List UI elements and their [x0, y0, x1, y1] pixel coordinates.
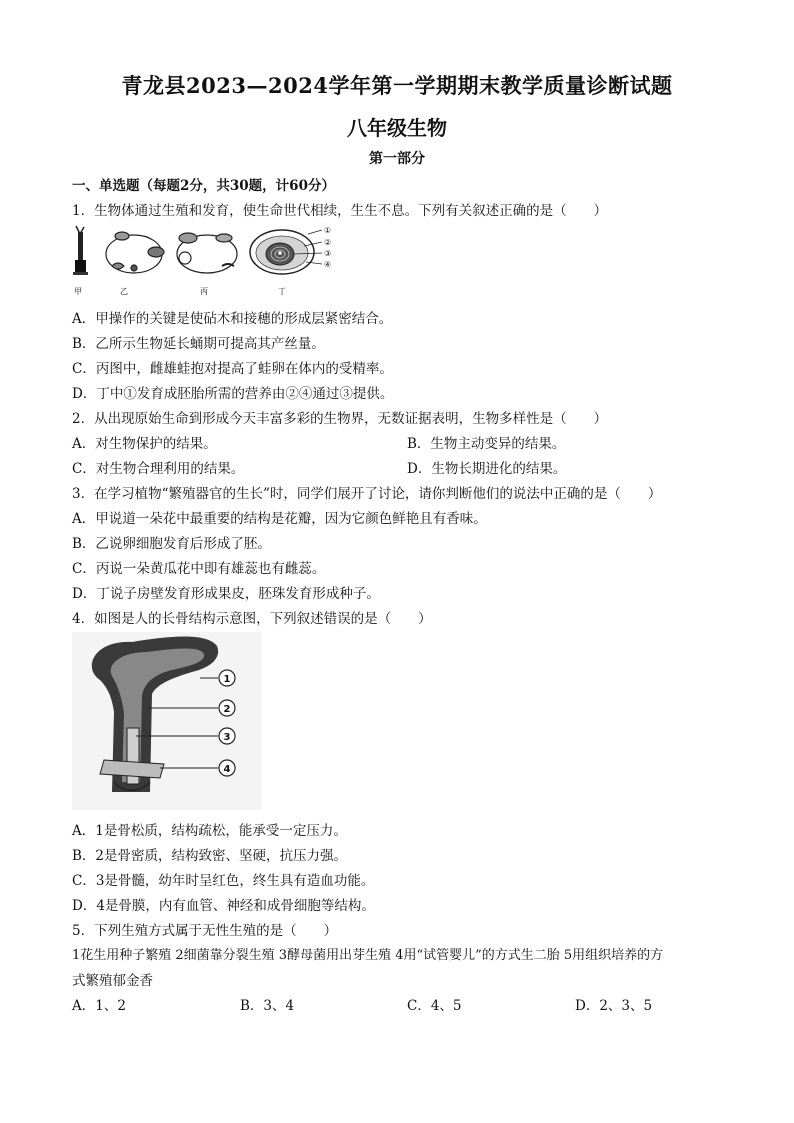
part-label: 第一部分 — [369, 151, 425, 167]
question-2-option-c: C．对生物合理利用的结果。 — [72, 461, 245, 477]
section-heading: 一、单选题（每题2分，共30题，计60分） — [72, 178, 335, 194]
question-1-figure — [72, 222, 342, 300]
egg-label-3: ③ — [324, 249, 332, 258]
long-bone-diagram — [72, 632, 262, 810]
question-1-option-b: B．乙所示生物延长蛹期可提高其产丝量。 — [72, 336, 325, 352]
question-3-option-d: D．丁说子房壁发育形成果皮，胚珠发育形成种子。 — [72, 586, 380, 602]
question-1-option-a: A．甲操作的关键是使砧木和接穗的形成层紧密结合。 — [72, 311, 393, 327]
frog-cycle-illustration — [177, 233, 237, 273]
question-5-option-b: B．3、4 — [240, 998, 295, 1014]
question-5-option-c: C．4、5 — [407, 998, 462, 1014]
bone-label-1: 1 — [223, 674, 231, 685]
bone-label-4: 4 — [223, 764, 231, 775]
question-2-option-a: A．对生物保护的结果。 — [72, 436, 217, 452]
exam-title: 青龙县2023—2024学年第一学期期末教学质量诊断试题 — [121, 73, 673, 98]
exam-subtitle: 八年级生物 — [347, 116, 447, 140]
silkworm-cycle-illustration — [106, 232, 164, 273]
egg-label-2: ② — [324, 238, 332, 247]
question-3-option-b: B．乙说卵细胞发育后形成了胚。 — [72, 536, 271, 552]
figure-label-jia: 甲 — [74, 287, 82, 296]
question-3-stem: 3．在学习植物“繁殖器官的生长”时，同学们展开了讨论，请你判断他们的说法中正确的是（ ） — [72, 486, 662, 502]
figure-label-bing: 丙 — [200, 287, 208, 296]
question-4-option-b: B．2是骨密质，结构致密、坚硬，抗压力强。 — [72, 848, 348, 864]
question-1-stem: 1．生物体通过生殖和发育，使生命世代相续，生生不息。下列有关叙述正确的是（ ） — [72, 203, 608, 219]
question-1-option-c: C．丙图中，雌雄蛙抱对提高了蛙卵在体内的受精率。 — [72, 361, 393, 377]
bone-label-3: 3 — [223, 732, 231, 743]
question-4-option-a: A．1是骨松质，结构疏松，能承受一定压力。 — [72, 823, 347, 839]
question-3-option-a: A．甲说道一朵花中最重要的结构是花瓣，因为它颜色鲜艳且有香味。 — [72, 511, 487, 527]
figure-label-ding: 丁 — [278, 287, 286, 296]
question-5-body-line-2: 式繁殖郁金香 — [72, 973, 153, 989]
bone-label-2: 2 — [223, 704, 231, 715]
question-5-option-d: D．2、3、5 — [575, 998, 653, 1014]
question-1-option-d: D．丁中①发育成胚胎所需的营养由②④通过③提供。 — [72, 386, 394, 402]
question-3-option-c: C．丙说一朵黄瓜花中即有雄蕊也有雌蕊。 — [72, 561, 326, 577]
question-5-body-line-1: 1花生用种子繁殖 2细菌靠分裂生殖 3酵母菌用出芽生殖 4用“试管婴儿”的方式生二胎 5用组织培养的方 — [72, 948, 664, 963]
question-2-option-b: B．生物主动变异的结果。 — [407, 436, 566, 452]
egg-label-1: ① — [324, 226, 332, 235]
question-2-stem: 2．从出现原始生命到形成今天丰富多彩的生物界，无数证据表明，生物多样性是（ ） — [72, 411, 608, 427]
question-4-stem: 4．如图是人的长骨结构示意图，下列叙述错误的是（ ） — [72, 611, 432, 627]
question-5-stem: 5．下列生殖方式属于无性生殖的是（ ） — [72, 923, 338, 939]
question-2-option-d: D．生物长期进化的结果。 — [407, 461, 567, 477]
figure-label-yi: 乙 — [120, 287, 128, 296]
question-4-option-c: C．3是骨髓，幼年时呈红色，终生具有造血功能。 — [72, 873, 375, 889]
grafting-illustration — [73, 226, 88, 275]
egg-label-4: ④ — [324, 260, 332, 269]
question-4-option-d: D．4是骨膜，内有血管、神经和成骨细胞等结构。 — [72, 898, 375, 914]
bird-egg-illustration — [250, 230, 322, 274]
question-5-option-a: A．1、2 — [72, 998, 126, 1014]
